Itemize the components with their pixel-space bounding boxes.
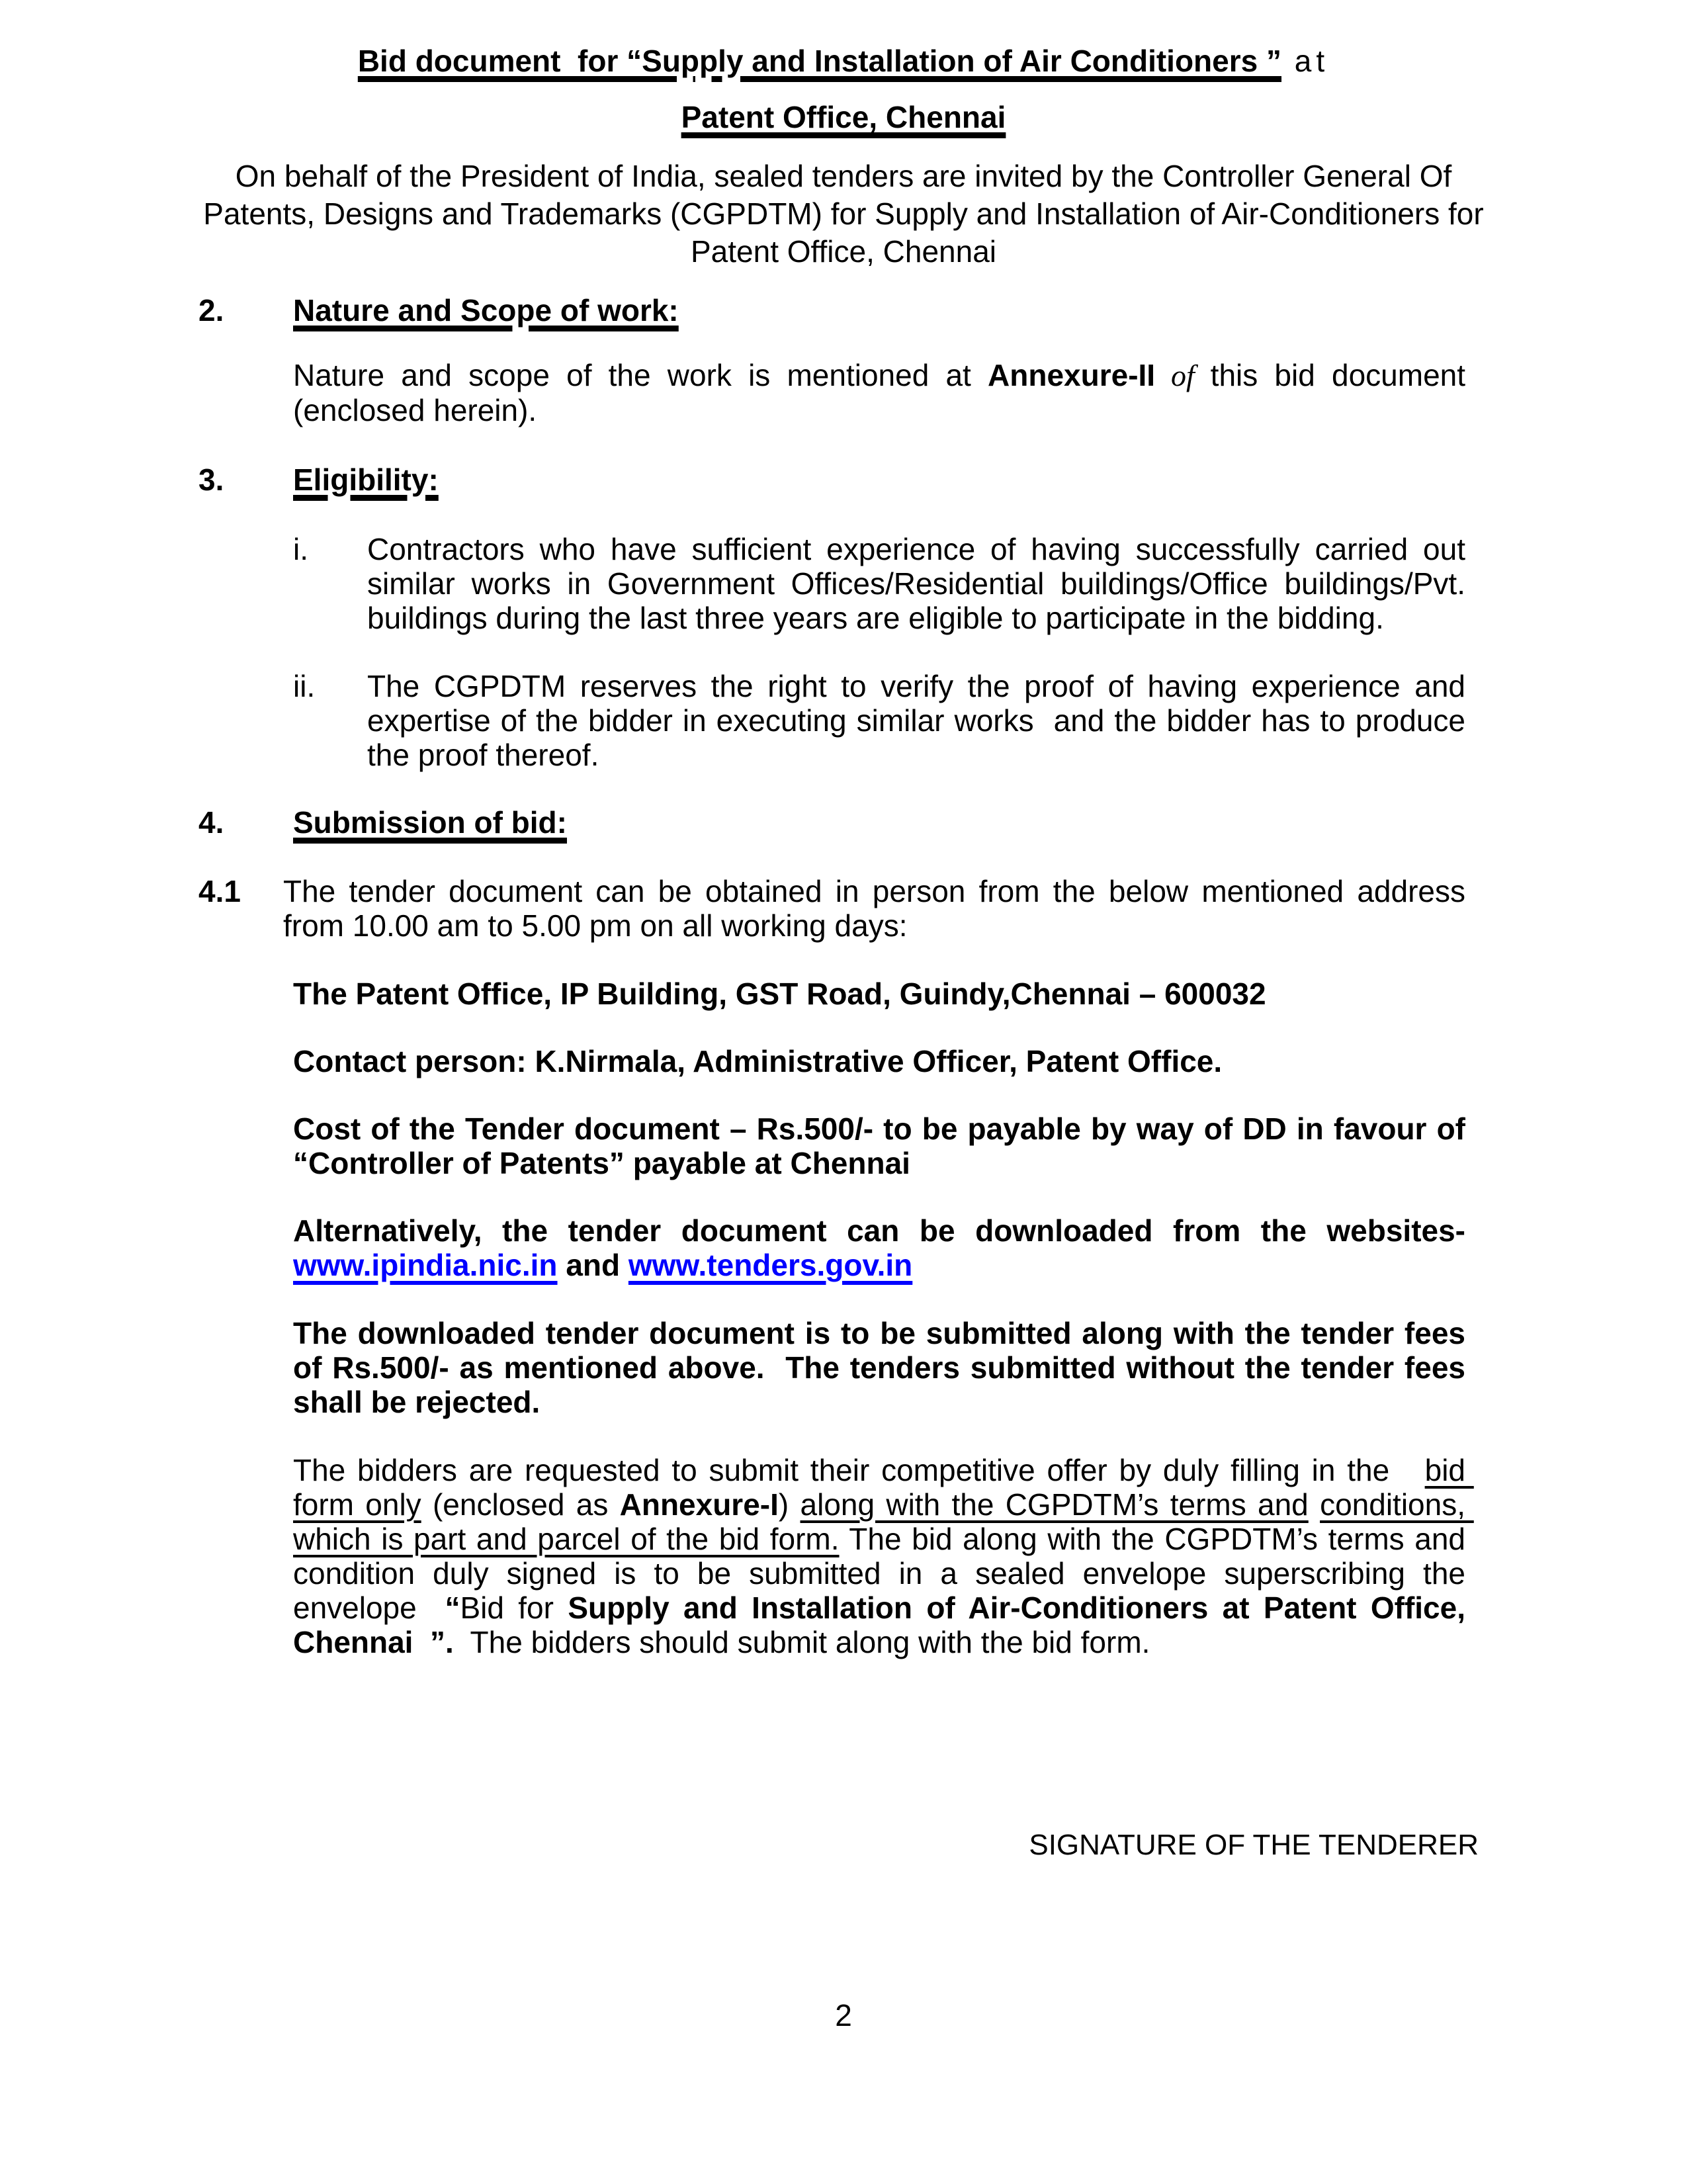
item-ii-text: The CGPDTM reserves the right to verify the proof of having experience and expertise of the bidder in executing similar works and the bidder has to produce the proof thereof. bbox=[367, 669, 1474, 772]
tender-cost-line: Cost of the Tender document – Rs.500/- to be payable by way of DD in favour of “Controller of Patents” payable at Chennai bbox=[293, 1112, 1474, 1180]
section-3-title: Eligibility: bbox=[293, 462, 439, 497]
of-italic-word: of bbox=[1155, 359, 1211, 392]
section-4-heading bbox=[198, 805, 1465, 840]
title-at-suffix: at bbox=[1281, 44, 1330, 78]
bidders-text-3: ) bbox=[778, 1487, 800, 1522]
item-i-text: Contractors who have sufficient experience of having successfully carried out similar works in Government Offices/Residential buildings/Office buildings/Pvt. buildings during the last three years are eligible to participate in the bidding. bbox=[367, 532, 1474, 635]
downloaded-tender-note: The downloaded tender document is to be submitted along with the tender fees of Rs.500/- as mentioned above. The tenders submitted without the tender fees shall be rejected. bbox=[293, 1316, 1474, 1419]
conditions-underline: conditions, which is part and parcel of the bid form. bbox=[293, 1487, 1474, 1556]
section-4-title: Submission of bid: bbox=[293, 805, 567, 840]
envelope-title-bold: Supply and Installation of Air-Conditioners at Patent Office, Chennai ”. bbox=[293, 1591, 1474, 1659]
annexure-i-ref: Annexure-I bbox=[619, 1487, 779, 1522]
bidders-text-5: The bidders should submit along with the bid form. bbox=[453, 1625, 1150, 1659]
section-3-number: 3. bbox=[198, 462, 224, 497]
section-2-body-text-end: this bid document (enclosed herein). bbox=[293, 358, 1474, 427]
ipindia-link[interactable]: www.ipindia.nic.in bbox=[293, 1248, 558, 1282]
tenders-link[interactable]: www.tenders.gov.in bbox=[628, 1248, 913, 1282]
title-underlined-text: Bid document for “Supply and Installation of Air Conditioners ” bbox=[357, 44, 1282, 78]
clause-4-1 bbox=[198, 874, 1474, 943]
page-number: 2 bbox=[835, 1998, 852, 2032]
section-2-title: Nature and Scope of work: bbox=[293, 293, 679, 328]
address-line: The Patent Office, IP Building, GST Road, Guindy,Chennai – 600032 bbox=[293, 977, 1266, 1011]
signature-line: SIGNATURE OF THE TENDERER bbox=[1029, 1829, 1479, 1861]
download-alternative-text: Alternatively, the tender document can be downloaded from the websites- bbox=[293, 1213, 1465, 1248]
bid-for-text: Bid for bbox=[460, 1591, 568, 1625]
section-3-heading bbox=[198, 462, 1465, 497]
envelope-open-quote: “ bbox=[445, 1591, 460, 1625]
eligibility-item-i bbox=[293, 532, 1474, 635]
clause-4-1-text: The tender document can be obtained in person from the below mentioned address from 10.00 am to 5.00 pm on all working days: bbox=[283, 874, 1474, 943]
bidders-text-1: The bidders are requested to submit their competitive offer by duly filling in the bbox=[293, 1453, 1425, 1487]
item-i-marker: i. bbox=[293, 532, 308, 566]
contact-person-line: Contact person: K.Nirmala, Administrative Officer, Patent Office. bbox=[293, 1044, 1223, 1078]
document-title-line1 bbox=[198, 44, 1489, 78]
bidders-space bbox=[1309, 1487, 1320, 1522]
section-2-body-text: Nature and scope of the work is mentioned at bbox=[293, 358, 988, 392]
links-and-word: and bbox=[557, 1248, 628, 1282]
section-2-body bbox=[293, 358, 1474, 427]
terms-underline: along with the CGPDTM’s terms and bbox=[800, 1487, 1309, 1522]
item-ii-marker: ii. bbox=[293, 669, 316, 703]
annexure-ii-ref: Annexure-II bbox=[988, 358, 1156, 392]
intro-paragraph: On behalf of the President of India, sealed tenders are invited by the Controller General Of Patents, Designs and Trademarks (CGPDTM) for Supply and Installation of Air-Conditioners for Patent Office, Chennai bbox=[203, 159, 1492, 269]
section-2-number: 2. bbox=[198, 293, 224, 328]
bidders-text-4: The bid along with the CGPDTM’s terms and condition duly signed is to be submitted in a sealed envelope superscribing the envelope bbox=[293, 1522, 1474, 1625]
download-alternative-line bbox=[293, 1213, 1465, 1282]
section-4-number: 4. bbox=[198, 805, 224, 840]
section-2-heading bbox=[198, 293, 1465, 328]
title-line2-text: Patent Office, Chennai bbox=[681, 100, 1006, 134]
bid-form-only-underline: bid form only bbox=[293, 1453, 1474, 1522]
document-title-line2 bbox=[198, 100, 1489, 134]
bidders-text-2: (enclosed as bbox=[421, 1487, 620, 1522]
eligibility-item-ii bbox=[293, 669, 1474, 772]
clause-4-1-number: 4.1 bbox=[198, 874, 241, 908]
bid-submission-paragraph bbox=[293, 1453, 1474, 1659]
